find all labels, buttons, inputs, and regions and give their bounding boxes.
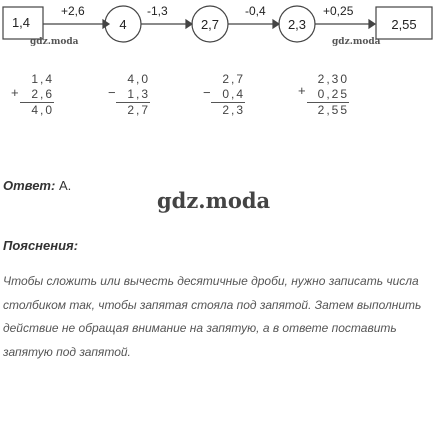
step-1-result: 4	[119, 17, 127, 32]
col-1-top: 1,4	[31, 72, 54, 86]
col-4-result: 2,55	[317, 103, 349, 117]
col-2	[116, 72, 150, 118]
col-1-result: 4,0	[31, 103, 54, 117]
watermark-small-1: gdz.moda	[30, 37, 79, 47]
col-4	[307, 72, 349, 118]
step-4-op: +0,25	[323, 4, 354, 18]
answer-label: Ответ:	[3, 178, 56, 193]
col-4-bottom: 0,25	[307, 87, 349, 103]
col-2-result: 2,7	[127, 103, 150, 117]
watermark-large: gdz.moda	[157, 188, 271, 213]
step-1-op: +2,6	[61, 4, 85, 18]
col-3	[211, 72, 245, 118]
explanation-text: Чтобы сложить или вычесть десятичные дроби, нужно записать числа столбиком так, чтобы запятая стояла под запятой. Затем выполнить действие не обращая внимание на запятую, а в ответе поставить запятую под запятой.	[3, 274, 422, 359]
answer-value: А.	[58, 178, 72, 193]
explanation-title: Пояснения:	[3, 238, 79, 253]
col-4-op: +	[298, 83, 306, 98]
col-4-top: 2,30	[317, 72, 349, 86]
col-1	[20, 72, 54, 118]
start-value: 1,4	[11, 15, 31, 30]
step-2-result: 2,7	[200, 17, 220, 32]
col-3-result: 2,3	[222, 103, 245, 117]
watermark-small-2: gdz.moda	[332, 37, 381, 47]
step-3-op: -0,4	[245, 4, 266, 18]
col-2-op: −	[108, 85, 116, 100]
col-2-bottom: 1,3	[116, 87, 150, 103]
col-3-top: 2,7	[222, 72, 245, 86]
col-2-top: 4,0	[127, 72, 150, 86]
col-3-op: −	[203, 85, 211, 100]
answer	[3, 178, 71, 193]
step-3-result: 2,3	[287, 17, 307, 32]
col-3-bottom: 0,4	[211, 87, 245, 103]
step-2-op: -1,3	[147, 4, 168, 18]
col-1-bottom: 2,6	[20, 87, 54, 103]
col-1-op: +	[11, 85, 19, 100]
step-4-result: 2,55	[391, 17, 417, 32]
chain-diagram	[0, 0, 439, 48]
